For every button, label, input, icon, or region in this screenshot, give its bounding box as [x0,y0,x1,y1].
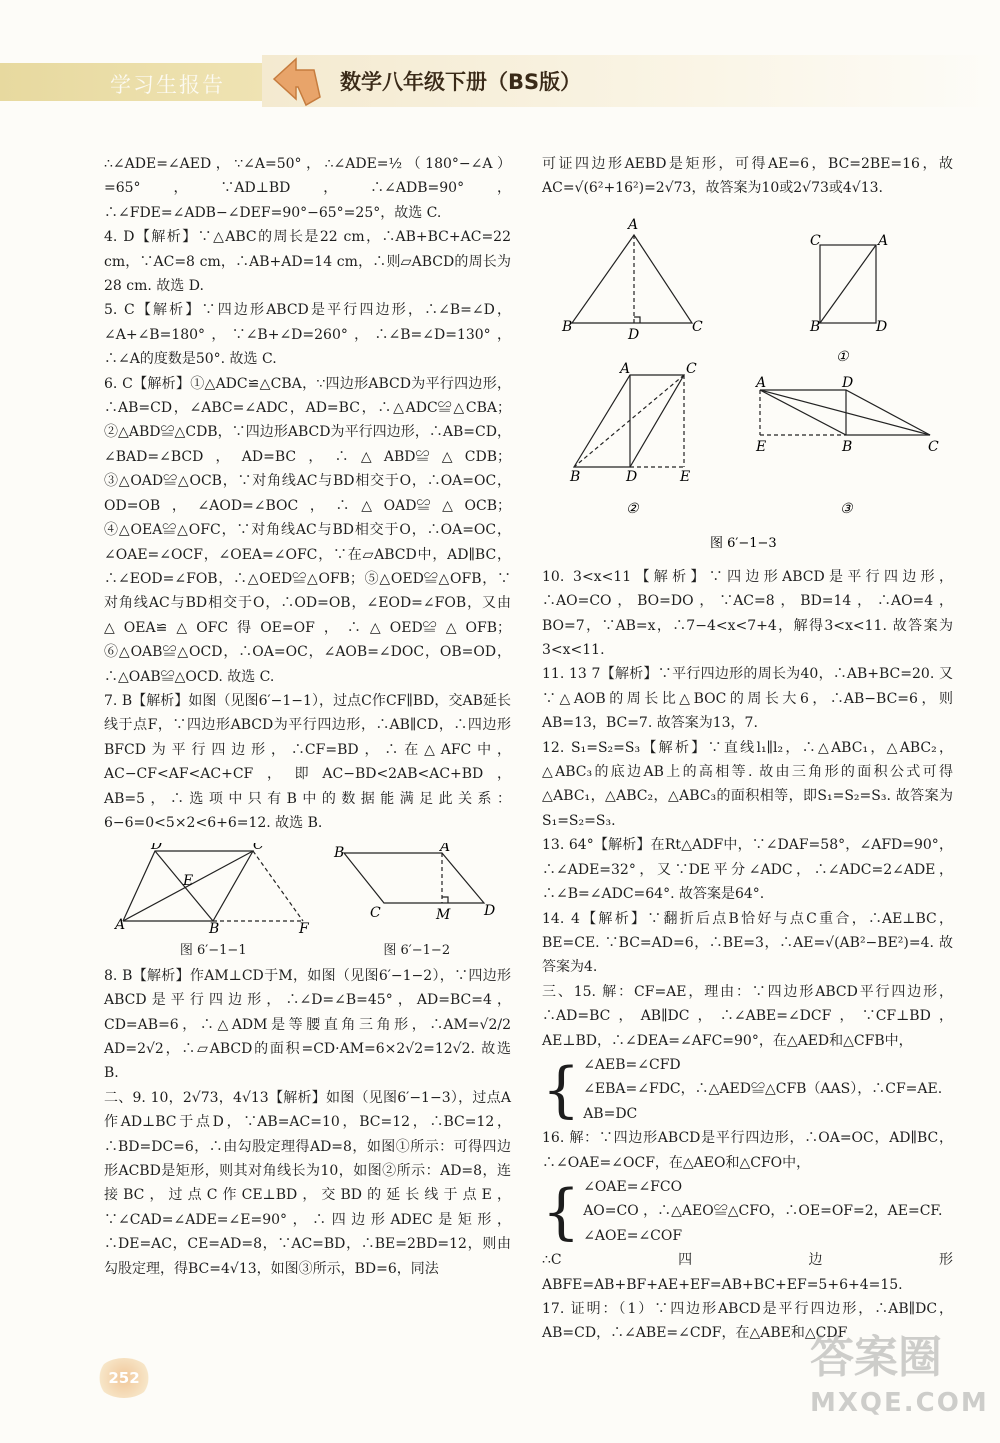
paragraph: 6. C【解析】①△ADC≌△CBA，∵四边形ABCD为平行四边形，∴AB=CD，∠ABC=∠ADC，AD=BC，∴△ADC≌△CBA；②△ABD≌△CDB，∵四边形ABCD为平行四边形，∴AB=CD，∠BAD=∠BCD，AD=BC，∴△ABD≌△CDB；③△OAD≌△OCB，∵对角线AC与BD相交于O，∴OA=OC，OD=OB，∠AOD=∠BOC，∴△OAD≌△OCB；④△OEA≌△OFC，∵对角线AC与BD相交于O，∴OA=OC，∠OAE=∠OCF，∠OEA=∠OFC，∵在▱ABCD中，AD∥BC，∴∠EOD=∠FOB，∴△OED≌△OFB；⑤△OED≌△OFB，∵对角线AC与BD相交于O，∴OD=OB，∠EOD=∠FOB，又由△OEA≌△OFC得OE=OF，∴△OED≌△OFB；⑥△OAB≌△OCD，∴OA=OC，∠AOB=∠DOC，OB=OD，∴△OAB≌△OCD. 故选 C. [104,375,511,685]
svg-text:A: A [439,843,450,856]
figure-6-1-3 [542,205,953,565]
paragraph: ∴C四边形ABFE=AB+BF+AE+EF=AB+BC+EF=5+6+4=15. [542,1252,953,1293]
watermark-top: 答案圈 [810,1332,942,1383]
figure-caption: 图 6′−1−3 [710,535,777,551]
paragraph: 16. 解：∵四边形ABCD是平行四边形，∴OA=OC，AD∥BC，∴∠OAE=∠OCF，在△AEO和△CFO中， [542,1130,953,1171]
paragraph: 4. D【解析】∵△ABC的周长是22 cm，∴AB+BC+AC=22 cm，∵AC=8 cm，∴AB+AD=14 cm，∴则▱ABCD的周长为28 cm. 故选 D. [104,229,511,295]
right-column [542,152,953,1346]
paragraph: ∴∠ADE=∠AED，∵∠A=50°，∴∠ADE=½（180°−∠A）=65°，∵AD⊥BD，∴∠ADB=90°，∴∠FDE=∠ADB−∠DEF=90°−65°=25°，故选 C. [104,156,511,221]
svg-text:F: F [299,921,309,934]
svg-text:A: A [628,216,639,233]
svg-text:A: A [115,917,126,934]
equation-line: ∠EBA=∠FDC，∴△AED≌△CFB（AAS），∴CF=AE. [583,1081,943,1098]
svg-text:A: A [620,360,631,377]
svg-text:D: D [842,374,854,391]
header-banner-left [0,63,262,101]
page-header [0,55,1000,113]
equation-line: ∠AOE=∠COF [583,1227,683,1244]
equation-line: ∠OAE=∠FCO [583,1178,683,1195]
brace-symbol: { [542,1176,581,1247]
svg-text:C: C [369,905,381,922]
parallelogram-diagram [113,843,313,933]
paragraph: 可证四边形AEBD是矩形，可得AE=6，BC=2BE=16，故AC=√(6²+16²)=2√73，故答案为10或2√73或4√13. [542,156,953,197]
paragraph: 12. S₁=S₂=S₃【解析】∵直线l₁∥l₂，∴△ABC₁，△ABC₂，△ABC₃的底边AB上的高相等. 故由三角形的面积公式可得△ABC₁，△ABC₂，△ABC₃的面积相等，即S₁=S₂=S₃. 故答案为S₁=S₂=S₃. [542,739,953,829]
svg-text:M: M [435,907,451,924]
figure-6-1-2 [332,843,502,959]
svg-text:E: E [756,438,767,455]
figure-label: ② [626,500,639,517]
equation-system [542,1053,953,1126]
svg-text:B: B [810,318,821,335]
paragraph: 10. 3<x<11【解析】∵四边形ABCD是平行四边形，∴AO=CO，BO=DO，∵AC=8，BD=14，∴AO=4，BO=7，∵AB=x，∴7−4<x<7+4，解得3<x<11. 故答案为3<x<11. [542,568,953,659]
figure-label: ③ [840,500,853,517]
paragraph: 14. 4【解析】∵翻折后点B恰好与点C重合，∴AE⊥BC，BE=CE. ∵BC=AD=6，∴BE=3，∴AE=√(AB²−BE²)=4. 故答案为4. [542,910,953,976]
watermark-bottom: MXQE.COM [810,1388,989,1418]
figure-6-1-1 [113,843,313,959]
paragraph: 17. 证明：（1）∵四边形ABCD是平行四边形，∴AB∥DC，AB=CD，∴∠ABE=∠CDF，在△ABE和△CDF [542,1301,953,1342]
svg-text:C: C [692,318,703,335]
equation-line: AO=CO ，∴△AEO≌△CFO，∴OE=OF=2，AE=CF. [583,1203,943,1220]
pencil-arrow-icon [270,55,330,109]
figure-caption: 图 6′−1−2 [383,942,451,958]
paragraph: 二、9. 10，2√73，4√13【解析】如图（见图6′−1−3），过点A作AD⊥BC于点D，∵AB=AC=10，BC=12，∴BC=12，∴BD=DC=6，∴由勾股定理得AD=8，如图①所示：可得四边形ACBD是矩形，则其对角线长为10，如图②所示：AD=8，连接BC，过点C作CE⊥BD，交BD的延长线于点E，∵∠CAD=∠ADE=∠E=90°，∴四边形ADEC是矩形，∴DE=AC，CE=AD=8，∵AC=BD，∴BE=2BD=12，则由勾股定理，得BC=4√13，如图③所示，BD=6，同法 [104,1089,511,1277]
paragraph: 13. 64°【解析】在Rt△ADF中，∵∠DAF=58°，∠AFD=90°，∴∠ADE=32°，又∵DE平分∠ADC，∴∠ADC=2∠ADE，∴∠B=∠ADC=64°. 故答案是64°. [542,837,953,903]
paragraph: 5. C【解析】∵四边形ABCD是平行四边形，∴∠B=∠D，∠A+∠B=180°，∵∠B+∠D=260°，∴∠B=∠D=130°，∴∠A的度数是50°. 故选 C. [104,302,511,368]
paragraph: 三、15. 解：CF=AE，理由：∵四边形ABCD平行四边形，∴AD=BC，AB∥DC，∴∠ABE=∠DCF，∵CF⊥BD，AE⊥BD，∴∠DEA=∠AFC=90°，在△AED和△CFB中， [542,983,953,1049]
equation-line: ∠AEB=∠CFD [583,1056,681,1073]
svg-text:D: D [151,843,163,854]
svg-text:E: E [680,468,691,485]
svg-text:A: A [878,232,889,249]
equation-system [542,1175,953,1248]
equation-line: AB=DC [583,1105,638,1122]
figure-caption: 图 6′−1−1 [179,942,247,958]
svg-text:A: A [756,374,767,391]
svg-text:C: C [253,843,264,854]
svg-text:B: B [842,438,853,455]
parallelogram-height-diagram [332,843,502,933]
watermark-logo [810,1330,989,1435]
paragraph: 11. 13 7【解析】∵平行四边形的周长为40，∴AB+BC=20. 又∵△AOB的周长比△BOC的周长大6，∴AB−BC=6，则AB=13，BC=7. 故答案为13，7. [542,666,953,732]
svg-text:C: C [928,438,939,455]
svg-text:D: D [628,326,640,343]
svg-text:E: E [183,873,194,890]
left-column [104,152,511,1281]
svg-text:B: B [333,845,345,862]
page-number: 252 [96,1358,152,1398]
svg-text:D: D [626,468,638,485]
brace-symbol: { [542,1054,581,1125]
banner-left-text: 学习生报告 [110,73,225,97]
figure-row [104,843,511,959]
figure-label: ① [836,348,849,365]
svg-text:B: B [570,468,581,485]
paragraph: 8. B【解析】作AM⊥CD于M，如图（见图6′−1−2），∵四边形ABCD是平行四边形，∴∠D=∠B=45°，AD=BC=4，CD=AB=6，∴△ADM是等腰直角三角形，∴AM=√2/2 AD=2√2，∴▱ABCD的面积=CD·AM=6×2√2=12√2. 故选 B. [104,967,511,1082]
book-title: 数学八年级下册（BS版） [340,70,582,94]
svg-text:B: B [209,921,220,934]
paragraph: 7. B【解析】如图（见图6′−1−1），过点C作CF∥BD，交AB延长线于点F，∵四边形ABCD为平行四边形，∴AB∥CD，∴四边形BFCD为平行四边形，∴CF=BD，∴在△AFC中，AC−CF<AF<AC+CF，即AC−BD<2AB<AC+BD，AB=5，∴选项中只有B中的数据能满足此关系：6−6=0<5×2<6+6=12. 故选 B. [104,692,511,831]
svg-text:D: D [876,318,888,335]
svg-text:D: D [483,903,495,920]
svg-text:B: B [562,318,573,335]
svg-text:C: C [810,232,821,249]
svg-text:C: C [686,360,697,377]
